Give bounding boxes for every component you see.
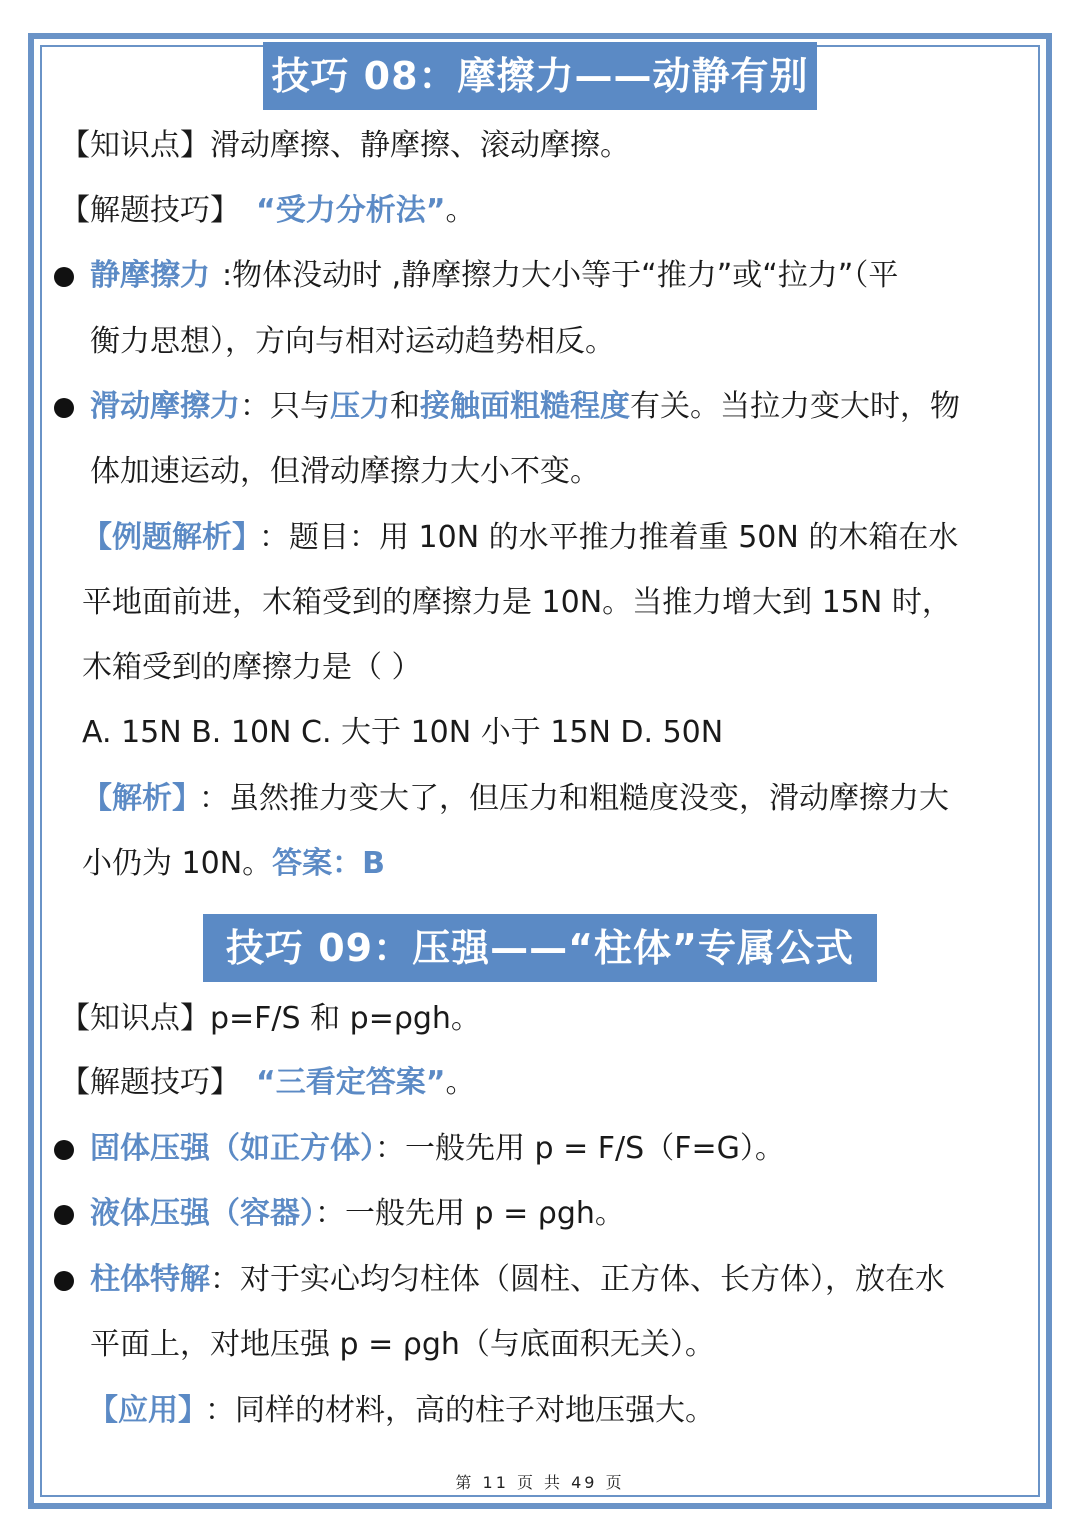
application-text: ：同样的材料，高的柱子对地压强大。 xyxy=(205,1393,715,1428)
bullet-icon xyxy=(54,1205,74,1225)
sec08-knowledge xyxy=(60,124,630,168)
keyword-pressure: 压力 xyxy=(330,389,390,424)
example-label: 【例题解析】 xyxy=(82,520,247,555)
sec08-analysis-line2 xyxy=(82,842,385,886)
keyword-roughness: 接触面粗糙程度 xyxy=(420,389,630,424)
bullet-text: 和 xyxy=(390,389,420,424)
sec09-bullet-column-cont: 平面上，对地压强 p = ρgh（与底面积无关）。 xyxy=(90,1327,715,1362)
sec08-bullet-static-friction-cont: 衡力思想），方向与相对运动趋势相反。 xyxy=(90,324,615,359)
sec09-tip xyxy=(60,1061,475,1105)
bullet-term: 液体压强（容器） xyxy=(90,1196,315,1231)
bullet-text: ：只与 xyxy=(240,389,330,424)
bullet-icon xyxy=(54,267,74,287)
sec08-tip xyxy=(60,189,475,233)
analysis-label: 【解析】 xyxy=(82,781,187,816)
sec09-bullet-solid-pressure xyxy=(90,1127,785,1171)
sec08-example xyxy=(82,516,958,560)
bullet-icon xyxy=(54,1271,74,1291)
bullet-term: 柱体特解 xyxy=(90,1262,210,1297)
tip-end: 。 xyxy=(445,1065,476,1100)
sec08-bullet-static-friction xyxy=(90,254,898,298)
sec09-application xyxy=(88,1389,715,1433)
tip-end: 。 xyxy=(445,193,476,228)
sec08-example-line2: 平地面前进，木箱受到的摩擦力是 10N。当推力增大到 15N 时， xyxy=(82,585,952,620)
knowledge-text: 滑动摩擦、静摩擦、滚动摩擦。 xyxy=(210,128,630,163)
sec09-bullet-column xyxy=(90,1258,945,1302)
sec08-example-line3: 木箱受到的摩擦力是（ ） xyxy=(82,650,422,685)
bullet-text: 有关。当拉力变大时，物 xyxy=(630,389,960,424)
sec08-bullet-sliding-friction xyxy=(90,385,960,429)
bullet-term: 固体压强（如正方体） xyxy=(90,1131,375,1166)
analysis-text: 小仍为 10N。 xyxy=(82,846,273,881)
knowledge-label: 【知识点】 xyxy=(60,1001,210,1036)
section-08-title: 技巧 08：摩擦力——动静有别 xyxy=(263,42,817,110)
analysis-text: ：虽然推力变大了，但压力和粗糙度没变，滑动摩擦力大 xyxy=(199,781,949,816)
tip-label: 【解题技巧】 xyxy=(60,1065,240,1100)
sec09-knowledge xyxy=(60,997,481,1041)
knowledge-text: p=F/S 和 p=ρgh。 xyxy=(210,1001,481,1036)
page-number: 第 11 页 共 49 页 xyxy=(455,1473,625,1492)
tip-label: 【解题技巧】 xyxy=(60,193,240,228)
bullet-text: ：对于实心均匀柱体（圆柱、正方体、长方体），放在水 xyxy=(210,1262,945,1297)
bullet-icon xyxy=(54,398,74,418)
application-label: 【应用】 xyxy=(88,1393,193,1428)
section-09-title: 技巧 09：压强——“柱体”专属公式 xyxy=(203,914,877,982)
bullet-icon xyxy=(54,1140,74,1160)
tip-value: “受力分析法” xyxy=(256,193,446,228)
bullet-text: ：一般先用 p = F/S（F=G）。 xyxy=(375,1131,785,1166)
sec08-analysis xyxy=(82,777,949,821)
knowledge-label: 【知识点】 xyxy=(60,128,210,163)
bullet-text: :物体没动时 ,静摩擦力大小等于“推力”或“拉力”（平 xyxy=(222,258,899,293)
sec09-bullet-liquid-pressure xyxy=(90,1192,625,1236)
bullet-term: 静摩擦力 xyxy=(90,258,210,293)
bullet-text: ：一般先用 p = ρgh。 xyxy=(315,1196,625,1231)
sec08-bullet-sliding-friction-cont: 体加速运动，但滑动摩擦力大小不变。 xyxy=(90,454,600,489)
answer: 答案：B xyxy=(272,846,386,881)
tip-value: “三看定答案” xyxy=(256,1065,446,1100)
sec08-example-options: A. 15N B. 10N C. 大于 10N 小于 15N D. 50N xyxy=(82,715,724,750)
bullet-term: 滑动摩擦力 xyxy=(90,389,240,424)
example-text: ：题目：用 10N 的水平推力推着重 50N 的木箱在水 xyxy=(259,520,959,555)
